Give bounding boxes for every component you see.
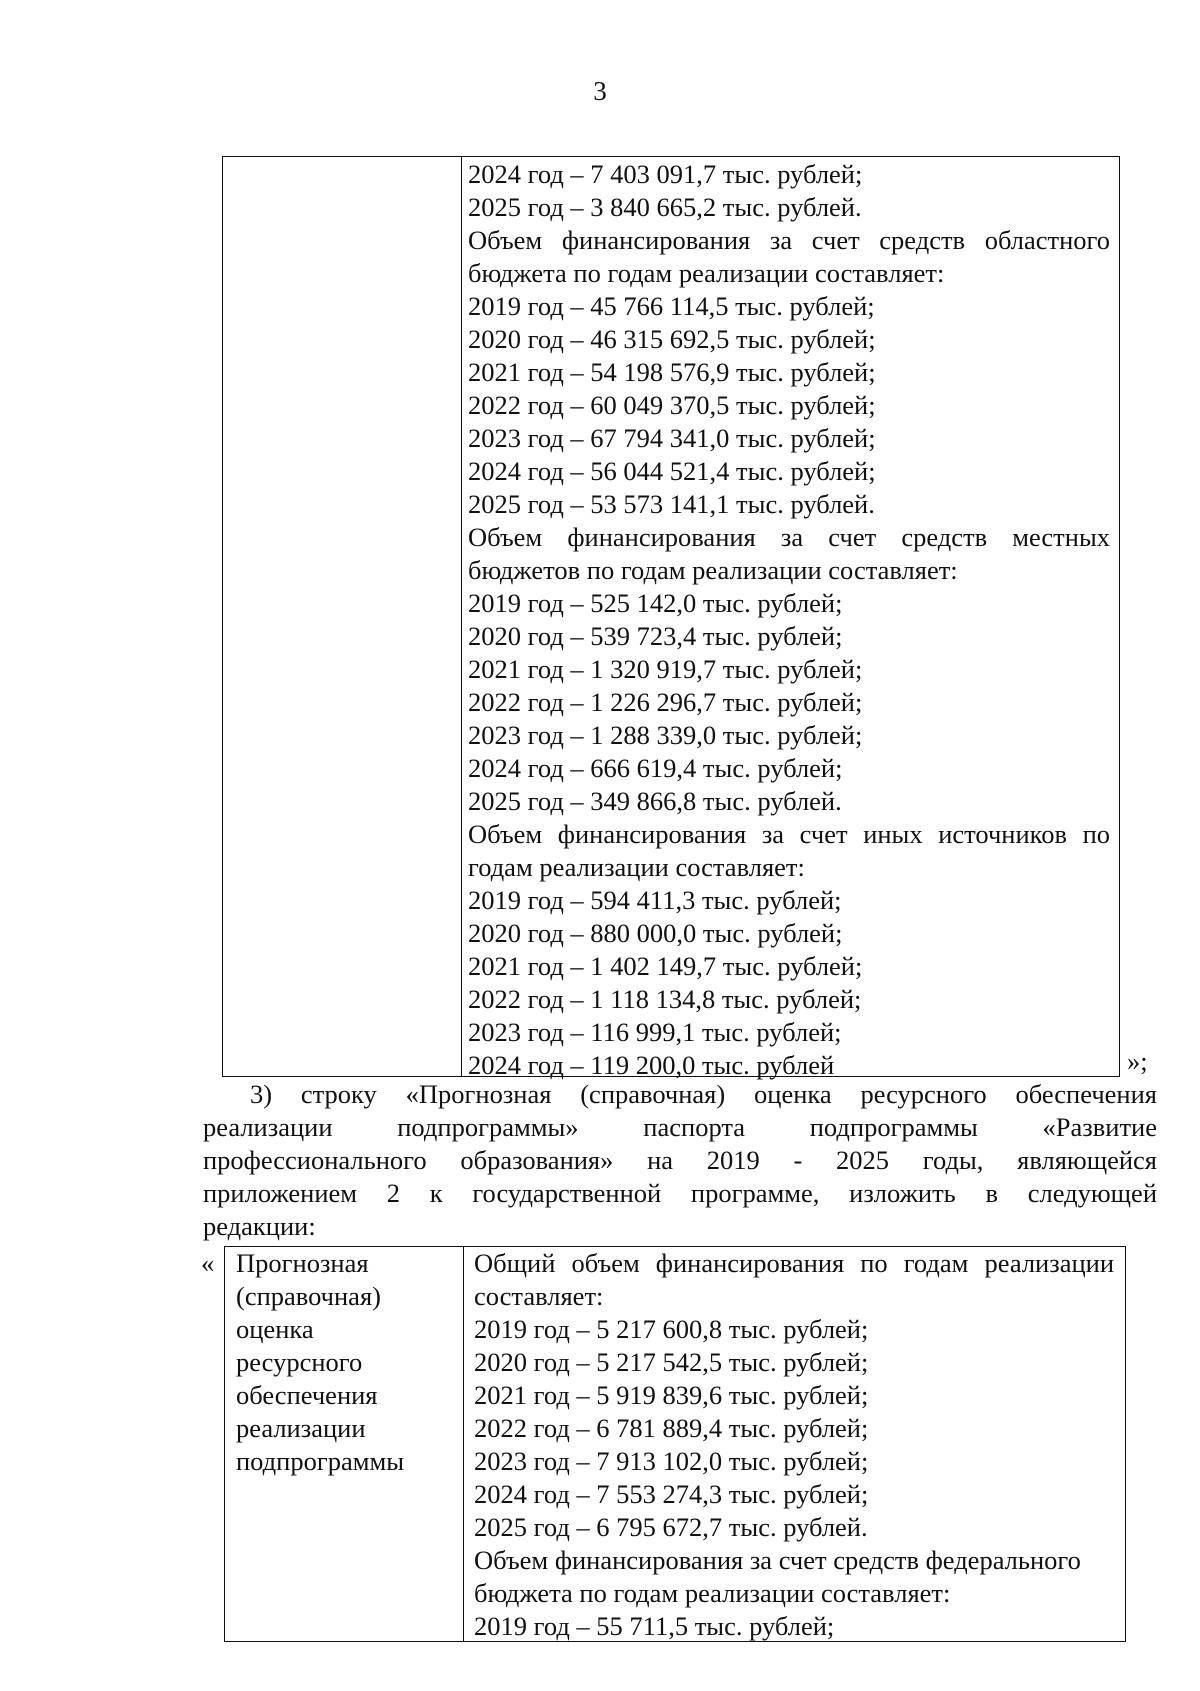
- text-line: Объем финансирования за счет средств областного: [468, 225, 1110, 255]
- text-line: 2023 год – 7 913 102,0 тыс. рублей;: [474, 1446, 869, 1476]
- text-line: оценка: [236, 1314, 314, 1344]
- text-line: 2022 год – 6 781 889,4 тыс. рублей;: [474, 1413, 869, 1443]
- column-divider: [461, 157, 462, 1076]
- text-line: реализации подпрограммы» паспорта подпрограммы «Развитие: [203, 1112, 1157, 1142]
- text-line: ресурсного: [236, 1347, 363, 1377]
- text-line: Объем финансирования за счет средств федерального: [474, 1545, 1081, 1575]
- text-line: 2020 год – 46 315 692,5 тыс. рублей;: [468, 324, 876, 354]
- text-line: 2025 год – 6 795 672,7 тыс. рублей.: [474, 1512, 868, 1542]
- text-line: 2025 год – 53 573 141,1 тыс. рублей.: [468, 489, 875, 519]
- text-line: 2024 год – 666 619,4 тыс. рублей;: [468, 753, 843, 783]
- text-line: 2021 год – 5 919 839,6 тыс. рублей;: [474, 1380, 869, 1410]
- closing-quote: »;: [1127, 1046, 1148, 1076]
- funding-details-cell: [468, 158, 1110, 1082]
- text-line: 2020 год – 880 000,0 тыс. рублей;: [468, 918, 843, 948]
- text-line: обеспечения: [236, 1380, 378, 1410]
- text-line: 2023 год – 67 794 341,0 тыс. рублей;: [468, 423, 876, 453]
- text-line: 2022 год – 1 118 134,8 тыс. рублей;: [468, 984, 862, 1014]
- text-line: 2024 год – 7 403 091,7 тыс. рублей;: [468, 159, 863, 189]
- text-line: 2022 год – 60 049 370,5 тыс. рублей;: [468, 390, 876, 420]
- text-line: 2019 год – 594 411,3 тыс. рублей;: [468, 885, 842, 915]
- text-line: 2023 год – 1 288 339,0 тыс. рублей;: [468, 720, 863, 750]
- text-line: профессионального образования» на 2019 - 2025 годы, являющейся: [203, 1145, 1157, 1175]
- text-line: 2024 год – 7 553 274,3 тыс. рублей;: [474, 1479, 869, 1509]
- text-line: бюджетов по годам реализации составляет:: [468, 555, 958, 585]
- text-line: 2020 год – 539 723,4 тыс. рублей;: [468, 621, 843, 651]
- text-line: 2021 год – 54 198 576,9 тыс. рублей;: [468, 357, 876, 387]
- text-line: 2025 год – 3 840 665,2 тыс. рублей.: [468, 192, 862, 222]
- text-line: составляет:: [474, 1281, 604, 1311]
- text-line: Общий объем финансирования по годам реализации: [474, 1248, 1114, 1278]
- text-line: 2021 год – 1 320 919,7 тыс. рублей;: [468, 654, 863, 684]
- text-line: 2019 год – 525 142,0 тыс. рублей;: [468, 588, 843, 618]
- text-line: 2023 год – 116 999,1 тыс. рублей;: [468, 1017, 842, 1047]
- opening-quote: «: [201, 1248, 215, 1278]
- text-line: приложением 2 к государственной программе, изложить в следующей: [203, 1178, 1157, 1208]
- text-line: годам реализации составляет:: [468, 852, 805, 882]
- text-line: 2019 год – 55 711,5 тыс. рублей;: [474, 1611, 835, 1641]
- amendment-paragraph: [203, 1078, 1157, 1243]
- text-line: 2021 год – 1 402 149,7 тыс. рублей;: [468, 951, 863, 981]
- text-line: Объем финансирования за счет средств местных: [468, 522, 1110, 552]
- text-line: редакции:: [203, 1211, 316, 1241]
- text-line: подпрограммы: [236, 1446, 405, 1476]
- text-line: (справочная): [236, 1281, 381, 1311]
- text-line: 2019 год – 45 766 114,5 тыс. рублей;: [468, 291, 875, 321]
- funding-details-cell: [474, 1247, 1114, 1643]
- column-divider: [463, 1247, 464, 1641]
- text-line: Объем финансирования за счет иных источников по: [468, 819, 1110, 849]
- page-number: 3: [593, 76, 607, 106]
- text-line: 2024 год – 56 044 521,4 тыс. рублей;: [468, 456, 876, 486]
- text-line: 2019 год – 5 217 600,8 тыс. рублей;: [474, 1314, 869, 1344]
- text-line: бюджета по годам реализации составляет:: [468, 258, 945, 288]
- text-line: реализации: [236, 1413, 366, 1443]
- text-line: 2020 год – 5 217 542,5 тыс. рублей;: [474, 1347, 869, 1377]
- row-title-cell: [236, 1247, 456, 1478]
- text-line: бюджета по годам реализации составляет:: [474, 1578, 951, 1608]
- text-line: 2025 год – 349 866,8 тыс. рублей.: [468, 786, 842, 816]
- text-line: 3) строку «Прогнозная (справочная) оценка ресурсного обеспечения: [250, 1079, 1157, 1109]
- text-line: Прогнозная: [236, 1248, 369, 1278]
- text-line: 2024 год – 119 200,0 тыс. рублей: [468, 1050, 835, 1080]
- text-line: 2022 год – 1 226 296,7 тыс. рублей;: [468, 687, 863, 717]
